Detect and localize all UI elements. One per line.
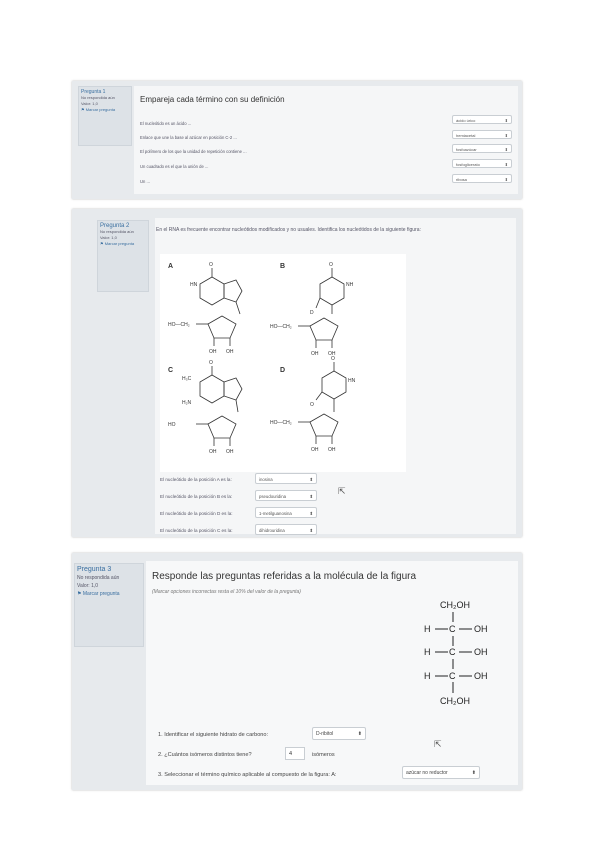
question-subtitle: (Marcar opciones incorrectas resta el 10% del valor de la pregunta) bbox=[152, 589, 301, 595]
atom-label: OH bbox=[474, 624, 488, 634]
flag-label: Marcar pregunta bbox=[104, 241, 135, 246]
question-value: Valor: 1,0 bbox=[100, 235, 117, 240]
question-value: Valor: 1,0 bbox=[81, 101, 98, 106]
mouse-cursor-icon: ⇱ bbox=[434, 739, 442, 749]
match-select-value: fosfoglicerato bbox=[456, 162, 480, 167]
question-title: Responde las preguntas referidas a la molécula de la figura bbox=[152, 571, 417, 582]
nucleotide-select[interactable] bbox=[255, 524, 317, 535]
answer-row-text: El nucleótido de la posición D es la: bbox=[160, 511, 233, 516]
match-select[interactable] bbox=[452, 115, 512, 124]
question-2-info bbox=[97, 220, 149, 292]
atom-label: O bbox=[310, 402, 314, 408]
atom-label: OH bbox=[209, 449, 217, 455]
question-status: No respondida aún bbox=[81, 95, 115, 100]
question-row-text: 2. ¿Cuántos isómeros distintos tiene? bbox=[158, 752, 252, 758]
match-row-text: Un cuadrado es el que la unión de ... bbox=[140, 164, 209, 169]
match-select[interactable] bbox=[452, 174, 512, 183]
atom-label: O bbox=[329, 262, 333, 268]
chevron-icon: ⬍ bbox=[309, 494, 313, 499]
chevron-icon: ⬍ bbox=[309, 528, 313, 533]
flag-icon: ⚑ bbox=[81, 107, 85, 112]
atom-label: OH bbox=[311, 351, 319, 357]
answer-row-text: El nucleótido de la posición B es la: bbox=[160, 494, 233, 499]
question-1-info bbox=[78, 86, 132, 146]
flag-question-link[interactable] bbox=[77, 590, 141, 598]
atom-label: O bbox=[209, 262, 213, 268]
atom-label: C bbox=[449, 624, 456, 634]
atom-label: OH bbox=[311, 447, 319, 453]
question-text: En el RNA es frecuente encontrar nucleótidos modificados y no usuales. Identifica los nucleótidos de la siguiente figura: bbox=[156, 227, 421, 233]
match-select-value: ribosa bbox=[456, 177, 467, 182]
atom-label: H bbox=[424, 624, 431, 634]
atom-label: OH bbox=[328, 351, 336, 357]
atom-label: D bbox=[310, 310, 314, 316]
label-a: A bbox=[168, 263, 174, 270]
atom-label: OH bbox=[474, 647, 488, 657]
chevron-icon: ⬍ bbox=[504, 162, 508, 167]
match-select[interactable] bbox=[452, 144, 512, 153]
match-select-value: hemiacetal bbox=[456, 133, 476, 138]
question-number: Pregunta 1 bbox=[81, 89, 106, 95]
ribitol-structure bbox=[410, 595, 510, 720]
chevron-icon: ⬍ bbox=[504, 118, 508, 123]
question-title: Empareja cada término con su definición bbox=[140, 95, 285, 104]
atom-label: HN bbox=[348, 378, 356, 384]
question-row-text: 1. Identificar el siguiente hidrato de carbono: bbox=[158, 732, 269, 738]
flag-question-link[interactable] bbox=[100, 241, 146, 247]
atom-label: H bbox=[424, 671, 431, 681]
match-row-text: Enlace que une la base al azúcar en posición C-2 ... bbox=[140, 135, 237, 140]
match-row-text: El polímero de los que la unidad de repetición contiene ... bbox=[140, 149, 247, 154]
atom-label: H bbox=[424, 647, 431, 657]
flag-label: Marcar pregunta bbox=[85, 107, 116, 112]
atom-label: HN bbox=[190, 282, 198, 288]
match-row-text: El nucleótido es un ácido ... bbox=[140, 121, 192, 126]
atom-label: OH bbox=[474, 671, 488, 681]
match-select-value: ácido úrico bbox=[456, 118, 476, 123]
nucleotide-figure bbox=[160, 254, 406, 472]
select-value: 1-metilguanosina bbox=[259, 511, 292, 516]
atom-label: OH bbox=[226, 449, 234, 455]
question-row-text: 3. Seleccionar el término químico aplicable al compuesto de la figura: A: bbox=[158, 772, 337, 778]
flag-icon: ⚑ bbox=[100, 241, 104, 246]
atom-label: CH₂OH bbox=[440, 696, 470, 706]
flag-label: Marcar pregunta bbox=[82, 591, 120, 597]
chevron-icon: ⬍ bbox=[471, 770, 476, 776]
atom-label: H₂N bbox=[182, 400, 192, 406]
match-select[interactable] bbox=[452, 130, 512, 139]
question-number: Pregunta 2 bbox=[100, 223, 130, 229]
match-row-text: Un ... bbox=[140, 179, 151, 184]
question-2-screenshot bbox=[72, 209, 522, 537]
select-value: pseudouridina bbox=[259, 494, 286, 499]
atom-label: C bbox=[449, 671, 456, 681]
nucleotide-select[interactable] bbox=[255, 473, 317, 484]
isomers-input[interactable]: 4 bbox=[285, 747, 305, 760]
chevron-icon: ⬍ bbox=[504, 177, 508, 182]
question-1-screenshot bbox=[72, 81, 522, 199]
atom-label: HO—CH₂ bbox=[270, 324, 292, 330]
answer-row-text: El nucleótido de la posición C es la: bbox=[160, 528, 233, 533]
carbohydrate-select[interactable] bbox=[312, 727, 366, 740]
atom-label: HO bbox=[168, 422, 176, 428]
chevron-icon: ⬍ bbox=[309, 477, 313, 482]
select-value: dihidrouridina bbox=[259, 528, 285, 533]
question-number: Pregunta 3 bbox=[77, 566, 112, 573]
question-status: No respondida aún bbox=[77, 575, 120, 581]
question-1-content bbox=[134, 86, 518, 194]
match-select[interactable] bbox=[452, 159, 512, 168]
select-value: D-ribitol bbox=[316, 731, 334, 737]
chevron-icon: ⬍ bbox=[357, 731, 362, 737]
select-value: inosina bbox=[259, 477, 273, 482]
atom-label: CH₂OH bbox=[440, 600, 470, 610]
molecule-figure bbox=[410, 595, 510, 720]
flag-icon: ⚑ bbox=[77, 591, 82, 597]
nucleotide-structures bbox=[160, 254, 406, 472]
label-c: C bbox=[168, 367, 174, 374]
chevron-icon: ⬍ bbox=[504, 147, 508, 152]
answer-row-text: El nucleótido de la posición A es la: bbox=[160, 477, 232, 482]
select-value: azúcar no reductor bbox=[406, 770, 448, 776]
nucleotide-select[interactable] bbox=[255, 490, 317, 501]
atom-label: NH bbox=[346, 282, 354, 288]
question-3-info bbox=[74, 563, 144, 647]
chemical-term-select[interactable] bbox=[402, 766, 480, 779]
label-b: B bbox=[280, 263, 286, 270]
mouse-cursor-icon: ⇱ bbox=[338, 486, 346, 496]
chevron-icon: ⬍ bbox=[504, 133, 508, 138]
label-d: D bbox=[280, 367, 286, 374]
atom-label: OH bbox=[209, 349, 217, 355]
atom-label: C bbox=[449, 647, 456, 657]
atom-label: HO—CH₂ bbox=[270, 420, 292, 426]
atom-label: H₃C bbox=[182, 376, 192, 382]
question-value: Valor: 1,0 bbox=[77, 583, 99, 589]
atom-label: OH bbox=[226, 349, 234, 355]
nucleotide-select[interactable] bbox=[255, 507, 317, 518]
flag-question-link[interactable] bbox=[81, 107, 129, 113]
match-select-value: fosfoazúcar bbox=[456, 147, 477, 152]
question-status: No respondida aún bbox=[100, 229, 134, 234]
atom-label: O bbox=[331, 356, 335, 362]
question-3-screenshot bbox=[72, 553, 522, 790]
atom-label: O bbox=[209, 360, 213, 366]
atom-label: OH bbox=[328, 447, 336, 453]
chevron-icon: ⬍ bbox=[309, 511, 313, 516]
atom-label: HO—CH₂ bbox=[168, 322, 190, 328]
isomers-suffix: isómeros bbox=[312, 752, 335, 758]
